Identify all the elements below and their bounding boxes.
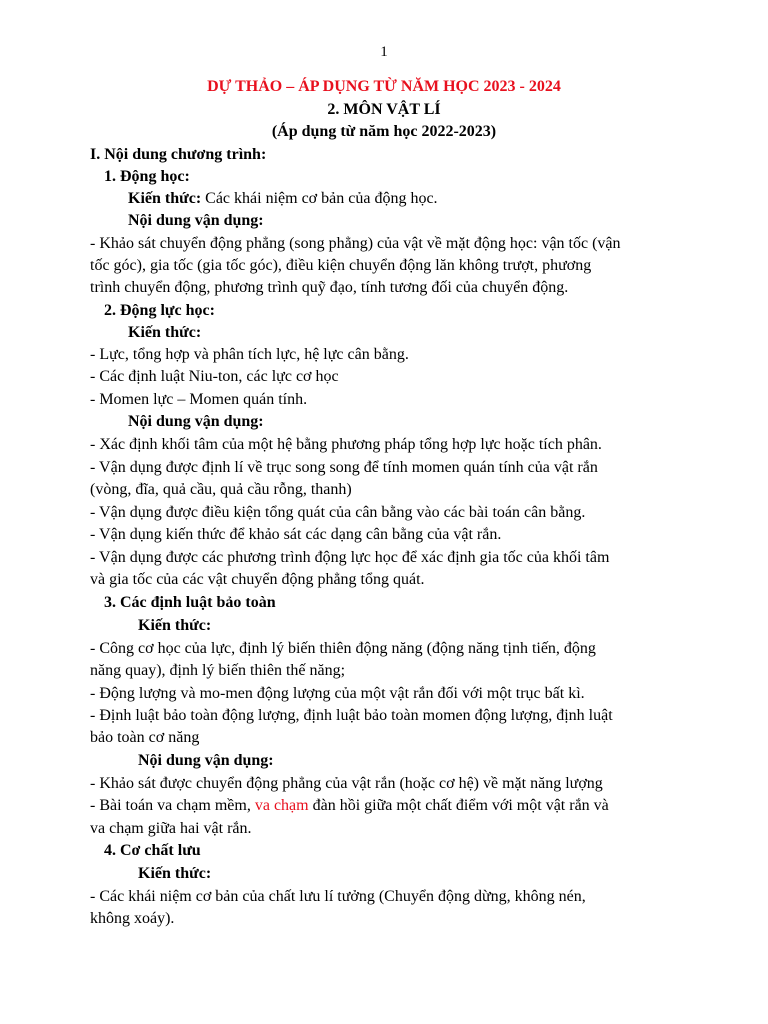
s3-knowledge-label: Kiến thức: — [138, 617, 212, 634]
s4-k1-line1: - Các khái niệm cơ bản của chất lưu lí tưởng (Chuyển động dừng, không nén, — [90, 888, 586, 905]
s2-knowledge-label: Kiến thức: — [128, 324, 202, 341]
s2-a3: - Vận dụng được điều kiện tổng quát của cân bằng vào các bài toán cân bằng. — [90, 504, 586, 521]
s2-k3: - Momen lực – Momen quán tính. — [90, 391, 308, 408]
s1-knowledge-label: Kiến thức: — [128, 190, 202, 207]
s2-a2-line1: - Vận dụng được định lí về trục song song để tính momen quán tính của vật rắn — [90, 459, 598, 476]
s2-k1: - Lực, tổng hợp và phân tích lực, hệ lực cân bằng. — [90, 346, 409, 363]
s3-a1: - Khảo sát được chuyển động phẳng của vật rắn (hoặc cơ hệ) về mặt năng lượng — [90, 775, 603, 792]
s2-a5-line2: và gia tốc của các vật chuyển động phẳng tổng quát. — [90, 571, 425, 588]
page-number: 1 — [380, 44, 388, 60]
s1-knowledge — [128, 189, 438, 209]
s4-knowledge-label: Kiến thức: — [138, 865, 212, 882]
s1-knowledge-text: Các khái niệm cơ bản của động học. — [201, 190, 438, 207]
s3-k1-line1: - Công cơ học của lực, định lý biến thiên động năng (động năng tịnh tiến, động — [90, 640, 596, 657]
s3-k2: - Động lượng và mo-men động lượng của một vật rắn đối với một trục bất kì. — [90, 685, 585, 702]
s2-a4: - Vận dụng kiến thức để khảo sát các dạng cân bằng của vật rắn. — [90, 526, 502, 543]
s4-k1-line2: không xoáy). — [90, 910, 175, 927]
draft-title: DỰ THẢO – ÁP DỤNG TỪ NĂM HỌC 2023 - 2024 — [207, 78, 561, 95]
s3-k1-line2: năng quay), định lý biến thiên thế năng; — [90, 662, 346, 679]
s2-apply-label: Nội dung vận dụng: — [128, 413, 264, 430]
s3-k3-line2: bảo toàn cơ năng — [90, 729, 200, 746]
s3-a2-post: đàn hồi giữa một chất điểm với một vật rắn và — [308, 797, 609, 814]
s4-title: 4. Cơ chất lưu — [104, 842, 201, 859]
s3-a2-line1 — [90, 796, 609, 816]
s1-p1-line3: trình chuyển động, phương trình quỹ đạo, tính tương đối của chuyển động. — [90, 279, 569, 296]
s1-apply-label: Nội dung vận dụng: — [128, 212, 264, 229]
s2-k2: - Các định luật Niu-ton, các lực cơ học — [90, 368, 339, 385]
s3-apply-label: Nội dung vận dụng: — [138, 752, 274, 769]
s3-a2-pre: - Bài toán va chạm mềm, — [90, 797, 255, 814]
section-heading: I. Nội dung chương trình: — [90, 146, 267, 163]
subject-title: 2. MÔN VẬT LÍ — [327, 101, 441, 118]
s1-p1-line2: tốc góc), gia tốc (gia tốc góc), điều kiện chuyển động lăn không trượt, phương — [90, 257, 592, 274]
s3-a2-line2: va chạm giữa hai vật rắn. — [90, 820, 252, 837]
s2-a5-line1: - Vận dụng được các phương trình động lực học để xác định gia tốc của khối tâm — [90, 549, 610, 566]
s1-title: 1. Động học: — [104, 168, 190, 185]
s3-k3-line1: - Định luật bảo toàn động lượng, định luật bảo toàn momen động lượng, định luật — [90, 707, 613, 724]
s2-a1: - Xác định khối tâm của một hệ bằng phương pháp tổng hợp lực hoặc tích phân. — [90, 436, 602, 453]
s2-title: 2. Động lực học: — [104, 302, 215, 319]
s3-title: 3. Các định luật bảo toàn — [104, 594, 276, 611]
s2-a2-line2: (vòng, đĩa, quả cầu, quả cầu rỗng, thanh) — [90, 481, 352, 498]
s1-p1-line1: - Khảo sát chuyển động phẳng (song phẳng) của vật về mặt động học: vận tốc (vận — [90, 235, 621, 252]
subject-subtitle: (Áp dụng từ năm học 2022-2023) — [271, 123, 497, 140]
s3-a2-highlight: va chạm — [254, 797, 309, 814]
